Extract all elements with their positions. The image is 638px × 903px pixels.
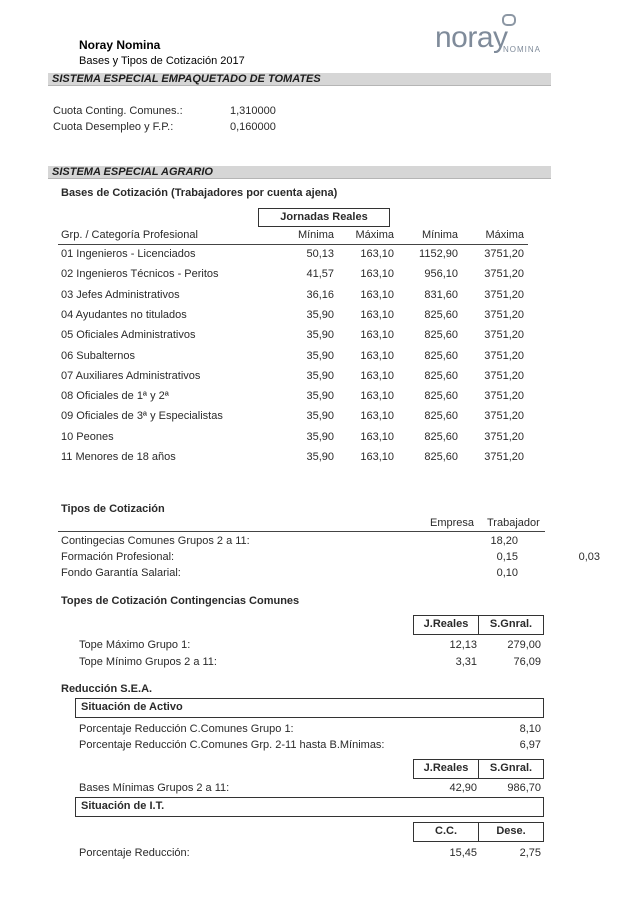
jornada-min-cell: 35,90 — [306, 329, 334, 342]
logo-text: noray — [435, 21, 508, 54]
activo-label: Porcentaje Reducción C.Comunes Grp. 2-11 hasta B.Mínimas: — [79, 739, 385, 751]
tipos-label: Formación Profesional: — [61, 551, 175, 563]
it-col-dese: Dese. — [478, 822, 544, 842]
bases-table-row — [58, 248, 528, 266]
jornada-max-cell: 163,10 — [360, 308, 394, 321]
porcentaje-reduccion-cc: 15,45 — [449, 847, 477, 859]
reduccion-col-jreales: J.Reales — [413, 759, 479, 779]
cuota-desempleo-label: Cuota Desempleo y F.P.: — [53, 121, 174, 133]
categoria-cell: 04 Ayudantes no titulados — [61, 308, 187, 321]
jornada-min-cell: 35,90 — [306, 390, 334, 403]
topes-title: Topes de Cotización Contingencias Comunes — [61, 595, 300, 607]
col-categoria: Grp. / Categoría Profesional — [61, 229, 198, 241]
jornada-max-cell: 163,10 — [360, 430, 394, 443]
bases-minimas-jreales: 42,90 — [449, 782, 477, 794]
base-max-cell: 3751,20 — [484, 451, 524, 463]
bases-table-row — [58, 289, 528, 307]
bases-table-row — [58, 309, 528, 327]
categoria-cell: 08 Oficiales de 1ª y 2ª — [61, 390, 169, 403]
jornada-min-cell: 50,13 — [306, 248, 334, 260]
topes-jreales: 12,13 — [449, 639, 477, 651]
categoria-cell: 06 Subalternos — [61, 349, 135, 362]
jornada-min-cell: 35,90 — [306, 349, 334, 362]
bases-table-row — [58, 410, 528, 428]
situacion-activo-header: Situación de Activo — [75, 698, 544, 718]
section-band-agrario — [48, 166, 551, 179]
categoria-cell: 09 Oficiales de 3ª y Especialistas — [61, 410, 223, 423]
bases-minimas-label: Bases Mínimas Grupos 2 a 11: — [79, 782, 230, 794]
activo-label: Porcentaje Reducción C.Comunes Grupo 1: — [79, 723, 294, 735]
section-band-tomates — [48, 73, 551, 86]
topes-sgnral: 76,09 — [513, 656, 541, 668]
cuota-comunes-label: Cuota Conting. Comunes.: — [53, 105, 183, 117]
topes-row — [79, 639, 545, 657]
categoria-cell: 01 Ingenieros - Licenciados — [61, 248, 196, 260]
base-max-cell: 3751,20 — [484, 288, 524, 301]
base-max-cell: 3751,20 — [484, 308, 524, 321]
base-min-cell: 825,60 — [424, 410, 458, 423]
jornada-max-cell: 163,10 — [360, 369, 394, 382]
tipos-label: Fondo Garantía Salarial: — [61, 567, 181, 579]
topes-label: Tope Mínimo Grupos 2 a 11: — [79, 656, 217, 668]
topes-col-jreales: J.Reales — [413, 615, 479, 635]
situacion-it-header: Situación de I.T. — [75, 797, 544, 817]
section-title-tomates: SISTEMA ESPECIAL EMPAQUETADO DE TOMATES — [52, 73, 321, 85]
jornada-max-cell: 163,10 — [360, 451, 394, 463]
jornada-min-cell: 36,16 — [306, 288, 334, 301]
porcentaje-reduccion-row — [79, 847, 545, 865]
activo-value: 6,97 — [519, 739, 541, 751]
bases-table-row — [58, 451, 528, 469]
jornada-min-cell: 35,90 — [306, 308, 334, 321]
jornada-max-cell: 163,10 — [360, 288, 394, 301]
jornada-min-cell: 35,90 — [306, 430, 334, 443]
jornada-max-cell: 163,10 — [360, 390, 394, 403]
tipos-label: Contingecias Comunes Grupos 2 a 11: — [61, 535, 250, 547]
bases-table-row — [58, 268, 528, 286]
categoria-cell: 10 Peones — [61, 430, 114, 443]
topes-label: Tope Máximo Grupo 1: — [79, 639, 191, 651]
base-max-cell: 3751,20 — [484, 410, 524, 423]
bases-table-row — [58, 370, 528, 388]
col-jornada-max: Máxima — [355, 229, 394, 241]
document-title: Noray Nomina — [79, 38, 161, 52]
jornada-min-cell: 35,90 — [306, 369, 334, 382]
col-empresa: Empresa — [430, 517, 475, 529]
bases-minimas-sgnral: 986,70 — [507, 782, 541, 794]
reduccion-col-sgnral: S.Gnral. — [478, 759, 544, 779]
tipos-empresa: 0,10 — [496, 567, 518, 579]
jornadas-reales-header: Jornadas Reales — [258, 208, 390, 227]
col-trabajador: Trabajador — [487, 517, 540, 529]
jornada-max-cell: 163,10 — [360, 410, 394, 423]
base-max-cell: 3751,20 — [484, 390, 524, 403]
col-jornada-min: Mínima — [297, 229, 334, 241]
base-min-cell: 825,60 — [424, 451, 458, 463]
tipos-title: Tipos de Cotización — [61, 503, 165, 515]
tipos-divider — [58, 531, 545, 532]
categoria-cell: 11 Menores de 18 años — [61, 451, 176, 463]
logo-subtext: NOMINA — [503, 45, 541, 54]
base-max-cell: 3751,20 — [484, 369, 524, 382]
tipos-trabajador: 0,03 — [578, 551, 600, 563]
base-min-cell: 825,60 — [424, 308, 458, 321]
it-col-cc: C.C. — [413, 822, 479, 842]
bases-table-row — [58, 329, 528, 347]
base-max-cell: 3751,20 — [484, 248, 524, 260]
base-min-cell: 825,60 — [424, 329, 458, 342]
base-min-cell: 1152,90 — [419, 248, 458, 260]
base-max-cell: 3751,20 — [484, 430, 524, 443]
base-min-cell: 825,60 — [424, 430, 458, 443]
cuota-comunes-value: 1,310000 — [230, 105, 276, 117]
bases-header-divider — [58, 244, 528, 245]
col-base-max: Máxima — [485, 229, 524, 241]
base-min-cell: 825,60 — [424, 349, 458, 362]
topes-row — [79, 656, 545, 674]
bases-table-row — [58, 390, 528, 408]
categoria-cell: 03 Jefes Administrativos — [61, 288, 180, 301]
topes-jreales: 3,31 — [455, 656, 477, 668]
jornada-max-cell: 163,10 — [360, 248, 394, 260]
bases-title: Bases de Cotización (Trabajadores por cuenta ajena) — [61, 187, 338, 199]
topes-col-sgnral: S.Gnral. — [478, 615, 544, 635]
base-max-cell: 3751,20 — [484, 268, 524, 281]
base-max-cell: 3751,20 — [484, 329, 524, 342]
topes-sgnral: 279,00 — [507, 639, 541, 651]
base-max-cell: 3751,20 — [484, 349, 524, 362]
jornada-min-cell: 35,90 — [306, 451, 334, 463]
bases-table-row — [58, 350, 528, 368]
base-min-cell: 831,60 — [424, 288, 458, 301]
cuota-desempleo-value: 0,160000 — [230, 121, 276, 133]
tipos-row — [58, 567, 545, 585]
jornada-max-cell: 163,10 — [360, 268, 394, 281]
porcentaje-reduccion-dese: 2,75 — [519, 847, 541, 859]
section-title-agrario: SISTEMA ESPECIAL AGRARIO — [52, 166, 213, 178]
activo-value: 8,10 — [519, 723, 541, 735]
jornada-max-cell: 163,10 — [360, 349, 394, 362]
base-min-cell: 825,60 — [424, 369, 458, 382]
activo-row — [79, 739, 545, 757]
jornada-max-cell: 163,10 — [360, 329, 394, 342]
reduccion-title: Reducción S.E.A. — [61, 683, 153, 695]
document-subtitle: Bases y Tipos de Cotización 2017 — [79, 55, 245, 67]
tipos-empresa: 0,15 — [496, 551, 518, 563]
tipos-empresa: 18,20 — [490, 535, 518, 547]
base-min-cell: 956,10 — [424, 268, 458, 281]
categoria-cell: 07 Auxiliares Administrativos — [61, 369, 201, 382]
categoria-cell: 05 Oficiales Administrativos — [61, 329, 196, 342]
categoria-cell: 02 Ingenieros Técnicos - Peritos — [61, 268, 219, 281]
porcentaje-reduccion-label: Porcentaje Reducción: — [79, 847, 190, 859]
jornada-min-cell: 35,90 — [306, 410, 334, 423]
bases-table-row — [58, 431, 528, 449]
jornada-min-cell: 41,57 — [306, 268, 334, 281]
col-base-min: Mínima — [421, 229, 458, 241]
base-min-cell: 825,60 — [424, 390, 458, 403]
